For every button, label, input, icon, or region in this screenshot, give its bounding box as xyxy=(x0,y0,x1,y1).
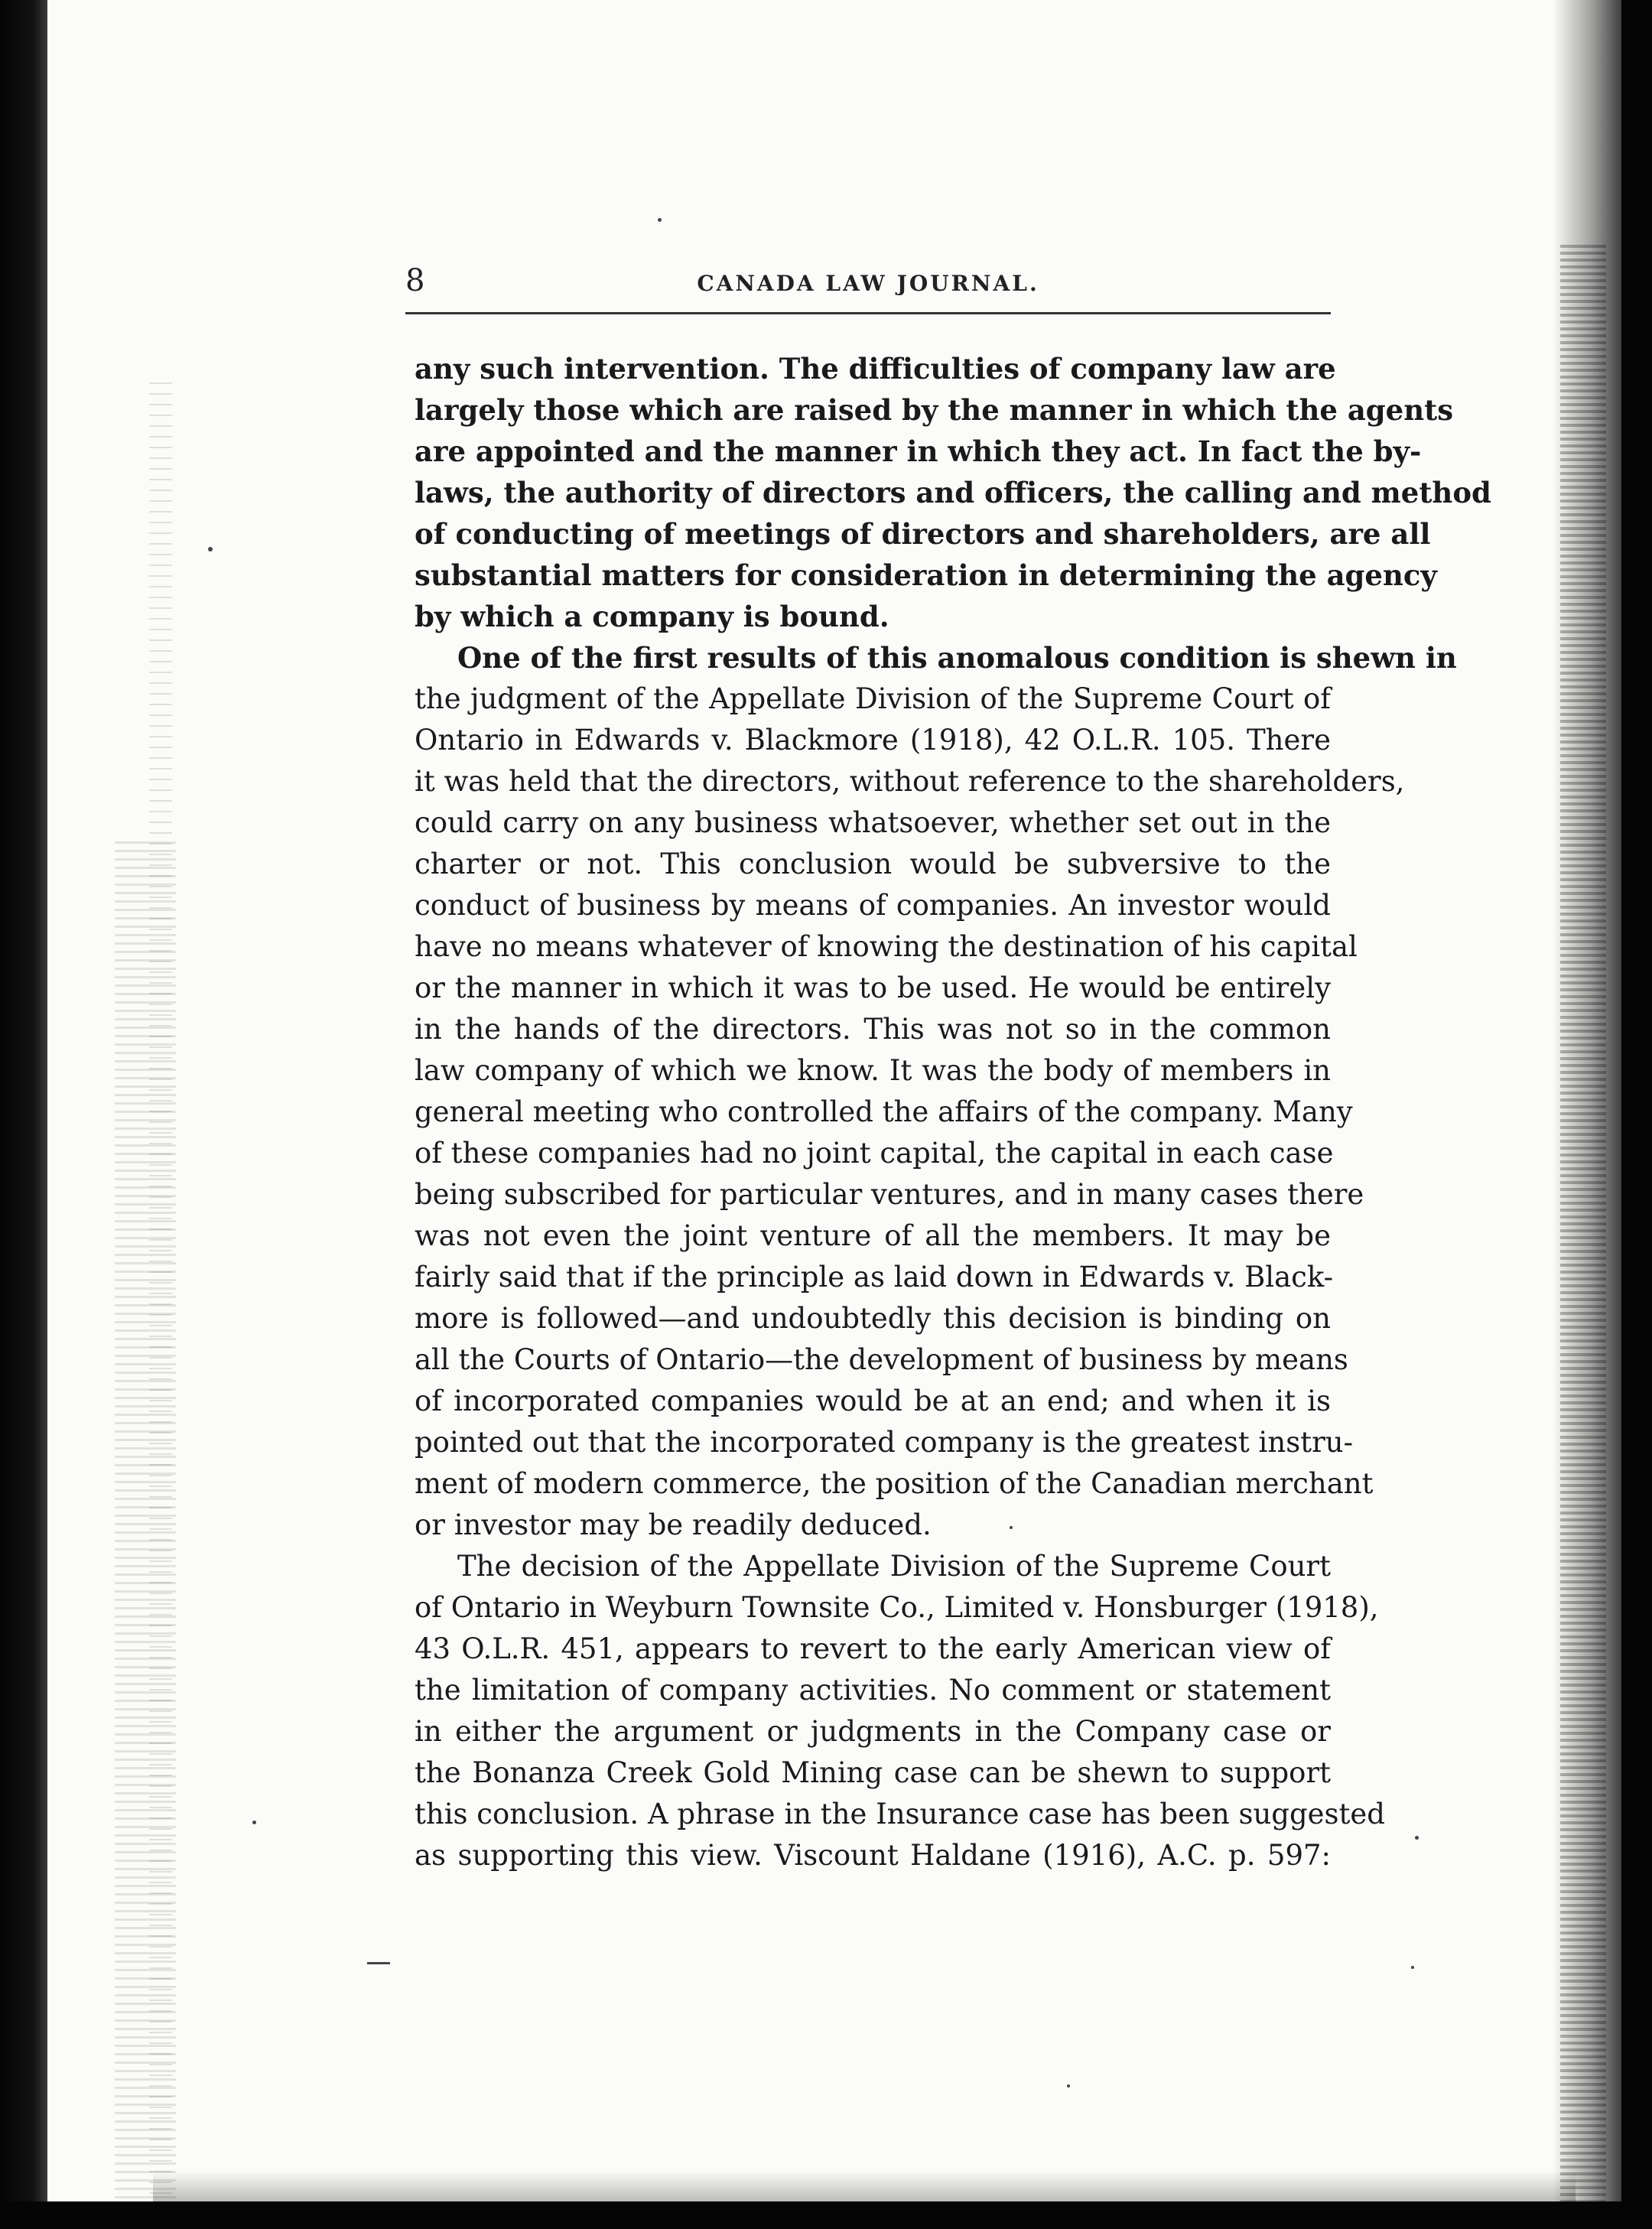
text-line: general meeting who controlled the affairs of the company. Many xyxy=(415,1095,1353,1128)
scan-speck xyxy=(1415,1836,1419,1840)
text-line: largely those which are raised by the manner in which the agents xyxy=(415,393,1454,427)
scan-speck xyxy=(1411,1966,1414,1969)
text-line: or the manner in which it was to be used. He would be entirely xyxy=(415,971,1331,1004)
text-line: of conducting of meetings of directors and shareholders, are all xyxy=(415,517,1431,551)
text-line: The decision of the Appellate Division of the Supreme Court xyxy=(457,1550,1331,1583)
bottom-page-border xyxy=(0,2201,1652,2229)
text-line: law company of which we know. It was the body of members in xyxy=(415,1054,1331,1087)
text-line: any such intervention. The difficulties of company law are xyxy=(415,352,1336,386)
text-line: the limitation of company activities. No comment or statement xyxy=(415,1674,1331,1707)
article-body xyxy=(415,348,1491,1876)
text-line: are appointed and the manner in which they act. In fact the by- xyxy=(415,434,1422,468)
scan-speck xyxy=(252,1821,256,1824)
text-line: was not even the joint venture of all the members. It may be xyxy=(415,1219,1331,1252)
text-line: fairly said that if the principle as laid down in Edwards v. Black- xyxy=(415,1261,1334,1293)
text-line: ment of modern commerce, the position of the Canadian merchant xyxy=(415,1467,1374,1500)
right-edge-scan-noise xyxy=(1560,245,1606,2218)
scan-mark xyxy=(367,1962,390,1964)
text-line: all the Courts of Ontario—the development of business by means xyxy=(415,1343,1348,1376)
text-line: being subscribed for particular ventures, and in many cases there xyxy=(415,1178,1364,1211)
running-header xyxy=(405,260,1331,306)
text-line: the Bonanza Creek Gold Mining case can be shewn to support xyxy=(415,1756,1331,1789)
scan-speck xyxy=(658,218,662,222)
text-line: One of the first results of this anomalous condition is shewn in xyxy=(457,641,1457,675)
text-line: pointed out that the incorporated company is the greatest instru- xyxy=(415,1426,1354,1459)
text-line: of these companies had no joint capital, the capital in each case xyxy=(415,1137,1334,1170)
text-line: it was held that the directors, without reference to the shareholders, xyxy=(415,765,1405,798)
text-line: conduct of business by means of companies. An investor would xyxy=(415,889,1331,922)
journal-title: CANADA LAW JOURNAL. xyxy=(697,271,1039,296)
text-line: substantial matters for consideration in determining the agency xyxy=(415,558,1437,592)
text-line: the judgment of the Appellate Division of the Supreme Court of xyxy=(415,682,1331,715)
page-number: 8 xyxy=(405,263,425,298)
text-line: in either the argument or judgments in the Company case or xyxy=(415,1715,1331,1748)
text-line: laws, the authority of directors and officers, the calling and method xyxy=(415,476,1491,509)
text-line: this conclusion. A phrase in the Insurance case has been suggested xyxy=(415,1798,1385,1830)
scan-speck xyxy=(1067,2084,1070,2087)
text-line: as supporting this view. Viscount Haldane (1916), A.C. p. 597: xyxy=(415,1839,1331,1872)
text-line: could carry on any business whatsoever, whether set out in the xyxy=(415,806,1331,839)
scan-speck xyxy=(208,547,213,552)
paragraph-2 xyxy=(415,637,1457,1546)
paragraph-3 xyxy=(415,1546,1385,1876)
text-line: of Ontario in Weyburn Townsite Co., Limited v. Honsburger (1918), xyxy=(415,1591,1379,1624)
text-line: charter or not. This conclusion would be subversive to the xyxy=(415,848,1331,880)
text-line: 43 O.L.R. 451, appears to revert to the early American view of xyxy=(415,1632,1331,1665)
text-line: Ontario in Edwards v. Blackmore (1918), 42 O.L.R. 105. There xyxy=(415,724,1331,757)
text-line: have no means whatever of knowing the destination of his capital xyxy=(415,930,1358,963)
left-margin-scan-noise-2 xyxy=(149,382,172,2203)
header-rule xyxy=(405,312,1331,314)
paragraph-1 xyxy=(415,348,1491,637)
text-line: or investor may be readily deduced. xyxy=(415,1508,932,1541)
text-line: of incorporated companies would be at an end; and when it is xyxy=(415,1385,1331,1417)
text-line: more is followed—and undoubtedly this decision is binding on xyxy=(415,1302,1331,1335)
text-line: by which a company is bound. xyxy=(415,600,889,633)
text-line: in the hands of the directors. This was not so in the common xyxy=(415,1013,1331,1046)
bottom-edge-shadow xyxy=(153,2171,1576,2201)
right-page-border xyxy=(1621,0,1652,2229)
left-binding-shadow xyxy=(0,0,47,2229)
